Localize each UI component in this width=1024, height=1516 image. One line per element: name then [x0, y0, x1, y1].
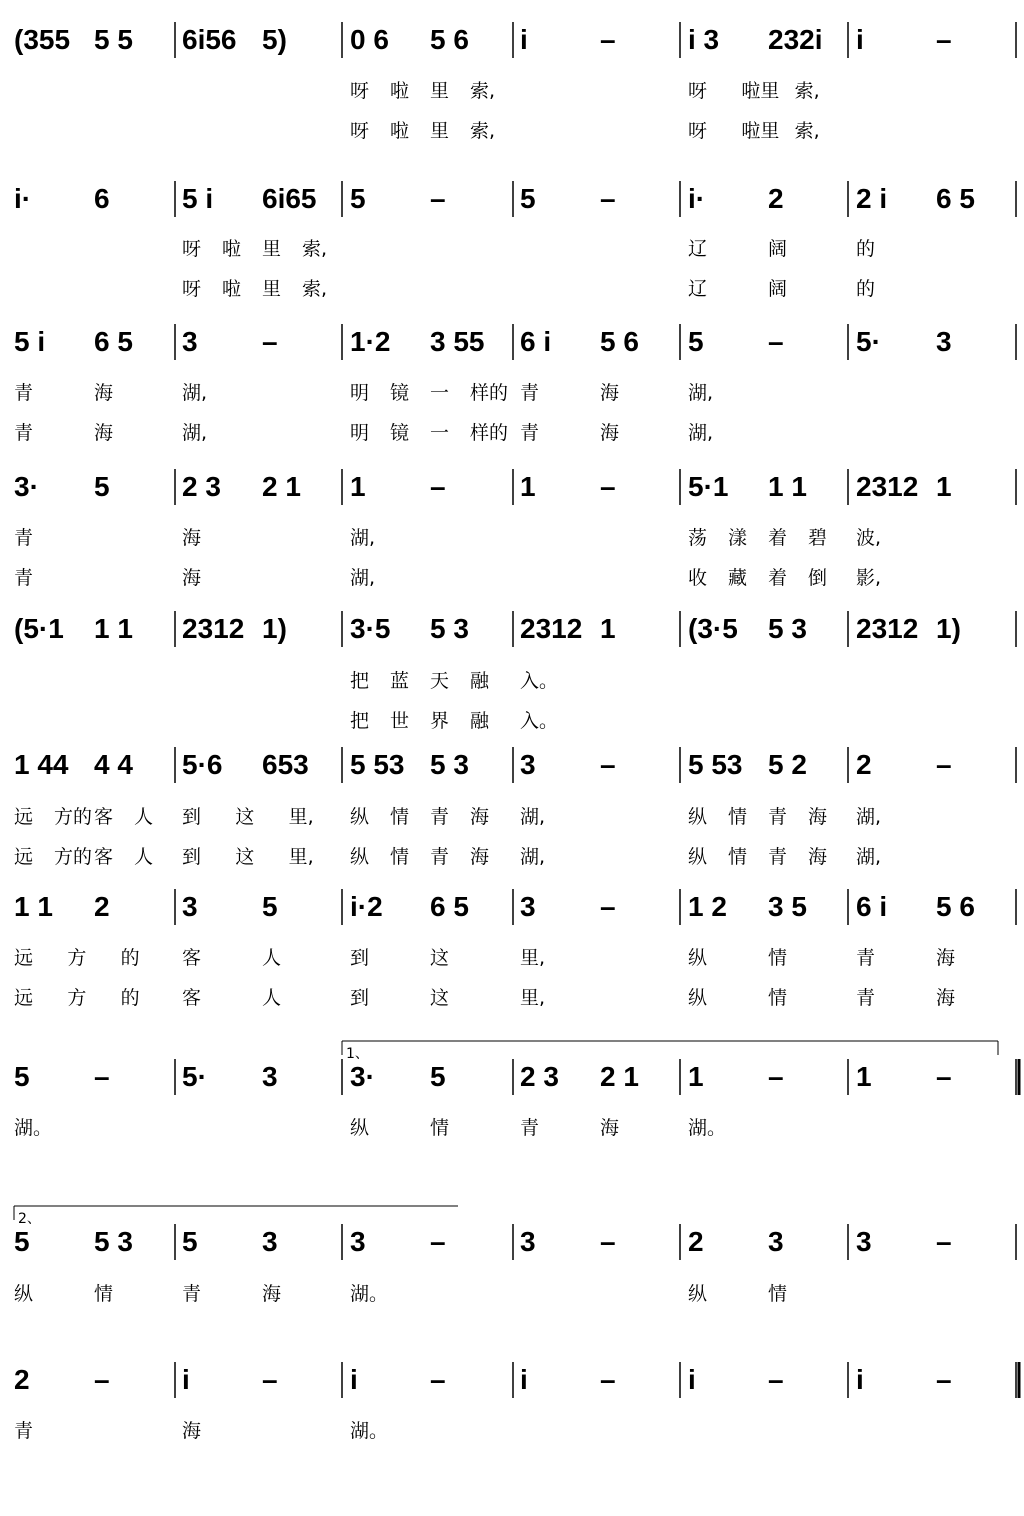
note-group: – — [430, 471, 446, 502]
note-group: 6 5 — [936, 183, 975, 214]
lyric-syllable: 世 — [390, 710, 410, 732]
lyric-syllable: 客 — [182, 947, 202, 969]
note-group: 5 — [262, 891, 278, 922]
lyric-syllable: 湖, — [350, 567, 376, 589]
lyric-syllable: 啦里 — [741, 80, 780, 102]
lyric-syllable: 湖, — [182, 422, 208, 444]
lyric-syllable: 呀 — [688, 120, 708, 142]
lyric-syllable: 镜 — [390, 382, 410, 404]
lyric-syllable: 到 — [182, 846, 202, 868]
note-group: 5· — [856, 326, 881, 357]
note-group: 4 4 — [94, 749, 133, 780]
note-group: 1) — [936, 613, 961, 644]
note-group: 2312 — [856, 613, 919, 644]
lyric-syllable: 融 — [470, 710, 490, 732]
lyric-syllable: 情 — [430, 1117, 450, 1139]
note-group: (355 — [14, 24, 71, 55]
note-group: 6i56 — [182, 24, 237, 55]
note-group: – — [600, 471, 616, 502]
note-group: i — [520, 24, 528, 55]
lyric-syllable: 青 — [14, 527, 34, 549]
note-group: 5 i — [14, 326, 46, 357]
note-group: 1 1 — [14, 891, 53, 922]
note-group: i — [182, 1364, 190, 1395]
lyric-syllable: 藏 — [728, 567, 748, 589]
note-group: – — [262, 326, 278, 357]
note-group: – — [600, 24, 616, 55]
lyric-syllable: 里, — [288, 806, 314, 828]
lyric-syllable: 索, — [470, 120, 496, 142]
lyric-syllable: 人 — [134, 806, 154, 828]
note-group: 2 i — [856, 183, 888, 214]
note-group: – — [768, 326, 784, 357]
note-group: 5 5 — [94, 24, 133, 55]
note-group: – — [94, 1364, 110, 1395]
note-group: – — [600, 891, 616, 922]
note-group: 2312 — [182, 613, 245, 644]
lyric-syllable: 的 — [120, 987, 140, 1009]
lyric-syllable: 入。 — [520, 710, 559, 732]
note-group: 1 — [936, 471, 952, 502]
lyric-syllable: 呀 — [182, 278, 202, 300]
lyric-syllable: 青 — [430, 806, 450, 828]
lyric-syllable: 海 — [262, 1283, 282, 1305]
lyric-syllable: 海 — [94, 422, 114, 444]
note-group: 5 53 — [688, 749, 743, 780]
note-group: – — [768, 1061, 784, 1092]
lyric-syllable: 客 — [94, 846, 114, 868]
lyric-syllable: 索, — [470, 80, 496, 102]
note-group: – — [262, 1364, 278, 1395]
note-group: 5 — [688, 326, 704, 357]
lyric-syllable: 明 — [350, 422, 370, 444]
note-group: – — [936, 749, 952, 780]
lyric-syllable: 情 — [390, 846, 410, 868]
lyric-syllable: 青 — [768, 806, 788, 828]
lyric-syllable: 情 — [768, 987, 788, 1009]
lyric-syllable: 一 — [430, 382, 450, 404]
note-group: 1 1 — [768, 471, 807, 502]
lyric-syllable: 碧 — [808, 527, 828, 549]
note-group: 232i — [768, 24, 823, 55]
lyric-syllable: 海 — [600, 422, 620, 444]
lyric-syllable: 湖。 — [688, 1117, 727, 1139]
lyric-syllable: 纵 — [688, 987, 708, 1009]
lyric-syllable: 入。 — [520, 670, 559, 692]
note-group: 1) — [262, 613, 287, 644]
note-group: 1 — [856, 1061, 872, 1092]
lyric-syllable: 纵 — [14, 1283, 34, 1305]
note-group: i 3 — [688, 24, 720, 55]
lyric-syllable: 人 — [262, 987, 282, 1009]
lyric-syllable: 湖, — [688, 422, 714, 444]
note-group: 3 5 — [768, 891, 807, 922]
note-group: 5 3 — [430, 613, 469, 644]
note-group: 2 — [14, 1364, 30, 1395]
lyric-syllable: 索, — [794, 120, 820, 142]
lyric-syllable: 的 — [120, 947, 140, 969]
note-group: 3· — [350, 1061, 375, 1092]
lyric-syllable: 青 — [14, 1420, 34, 1442]
note-group: – — [936, 1364, 952, 1395]
lyric-syllable: 啦 — [222, 238, 242, 260]
note-group: 1 2 — [688, 891, 727, 922]
lyric-syllable: 啦 — [390, 80, 410, 102]
lyric-syllable: 青 — [520, 1117, 540, 1139]
lyric-syllable: 青 — [14, 382, 34, 404]
lyric-syllable: 方 — [67, 987, 87, 1009]
lyric-syllable: 人 — [262, 947, 282, 969]
lyric-syllable: 湖, — [856, 846, 882, 868]
lyric-syllable: 海 — [936, 947, 956, 969]
lyric-syllable: 情 — [390, 806, 410, 828]
lyric-syllable: 的 — [856, 238, 876, 260]
lyric-syllable: 荡 — [688, 527, 708, 549]
lyric-syllable: 远 — [14, 806, 34, 828]
note-group: 5 53 — [350, 749, 405, 780]
note-group: 3·5 — [350, 613, 391, 644]
note-group: – — [600, 183, 616, 214]
lyric-syllable: 着 — [768, 567, 788, 589]
note-group: i — [520, 1364, 528, 1395]
note-group: 1 44 — [14, 749, 69, 780]
lyric-syllable: 湖, — [688, 382, 714, 404]
lyric-syllable: 情 — [768, 947, 788, 969]
lyric-syllable: 收 — [688, 567, 708, 589]
lyric-syllable: 界 — [430, 710, 450, 732]
note-group: 5 3 — [430, 749, 469, 780]
note-group: – — [600, 1364, 616, 1395]
note-group: 3 — [520, 891, 536, 922]
lyric-syllable: 辽 — [688, 278, 708, 300]
volta-number: 2、 — [18, 1211, 41, 1227]
lyric-syllable: 青 — [520, 382, 540, 404]
lyric-syllable: 青 — [430, 846, 450, 868]
note-group: 5 — [520, 183, 536, 214]
note-group: 5 6 — [600, 326, 639, 357]
lyric-syllable: 客 — [182, 987, 202, 1009]
lyric-syllable: 呀 — [350, 80, 370, 102]
note-group: 5 — [430, 1061, 446, 1092]
lyric-syllable: 明 — [350, 382, 370, 404]
lyric-syllable: 海 — [182, 527, 202, 549]
note-group: 5·6 — [182, 749, 223, 780]
lyric-syllable: 到 — [182, 806, 202, 828]
lyric-syllable: 里 — [430, 80, 450, 102]
note-group: 5 — [14, 1061, 30, 1092]
lyric-syllable: 湖。 — [350, 1420, 389, 1442]
note-group: i — [856, 1364, 864, 1395]
note-group: 5 6 — [430, 24, 469, 55]
note-group: – — [430, 1226, 446, 1257]
lyric-syllable: 海 — [808, 806, 828, 828]
lyric-syllable: 海 — [600, 382, 620, 404]
lyric-syllable: 纵 — [688, 846, 708, 868]
lyric-syllable: 海 — [182, 567, 202, 589]
lyric-syllable: 这 — [235, 846, 255, 868]
lyric-syllable: 里 — [262, 278, 282, 300]
note-group: 2 1 — [600, 1061, 639, 1092]
lyric-syllable: 阔 — [768, 278, 788, 300]
lyric-syllable: 里, — [520, 947, 546, 969]
note-group: 3 — [262, 1061, 278, 1092]
lyric-syllable: 漾 — [728, 527, 748, 549]
lyric-syllable: 情 — [728, 806, 748, 828]
note-group: i·2 — [350, 891, 383, 922]
note-group: – — [430, 183, 446, 214]
lyric-syllable: 着 — [768, 527, 788, 549]
note-group: 6 5 — [430, 891, 469, 922]
lyric-syllable: 海 — [808, 846, 828, 868]
note-group: 2 — [856, 749, 872, 780]
note-group: 3 — [768, 1226, 784, 1257]
note-group: 5 6 — [936, 891, 975, 922]
note-group: i — [688, 1364, 696, 1395]
lyric-syllable: 纵 — [688, 806, 708, 828]
lyric-syllable: 蓝 — [390, 670, 410, 692]
note-group: – — [430, 1364, 446, 1395]
note-group: 1 — [350, 471, 366, 502]
lyric-syllable: 镜 — [390, 422, 410, 444]
note-group: – — [936, 1226, 952, 1257]
lyric-syllable: 融 — [470, 670, 490, 692]
note-group: i· — [688, 183, 706, 214]
lyric-syllable: 方 — [67, 947, 87, 969]
note-group: 1·2 — [350, 326, 391, 357]
note-group: 5 — [350, 183, 366, 214]
note-group: 2312 — [856, 471, 919, 502]
lyric-syllable: 青 — [14, 567, 34, 589]
note-group: 3 — [182, 891, 198, 922]
lyric-syllable: 纵 — [350, 806, 370, 828]
note-group: 2 — [768, 183, 784, 214]
lyric-syllable: 的 — [856, 278, 876, 300]
lyric-syllable: 啦 — [222, 278, 242, 300]
note-group: 2 3 — [520, 1061, 559, 1092]
lyric-syllable: 海 — [936, 987, 956, 1009]
lyric-syllable: 里, — [288, 846, 314, 868]
note-group: i· — [14, 183, 32, 214]
note-group: i — [856, 24, 864, 55]
note-group: 5 — [94, 471, 110, 502]
note-group: 5 i — [182, 183, 214, 214]
lyric-syllable: 青 — [14, 422, 34, 444]
lyric-syllable: 青 — [768, 846, 788, 868]
note-group: 1 — [688, 1061, 704, 1092]
lyric-syllable: 纵 — [688, 947, 708, 969]
lyric-syllable: 方的 — [54, 806, 93, 828]
lyric-syllable: 纵 — [350, 846, 370, 868]
lyric-syllable: 青 — [182, 1283, 202, 1305]
note-group: 2 1 — [262, 471, 301, 502]
lyric-syllable: 湖, — [856, 806, 882, 828]
lyric-syllable: 这 — [235, 806, 255, 828]
note-group: 3· — [14, 471, 39, 502]
note-group: 3 55 — [430, 326, 485, 357]
note-group: 5 2 — [768, 749, 807, 780]
lyric-syllable: 呀 — [350, 120, 370, 142]
note-group: 5) — [262, 24, 287, 55]
lyric-syllable: 天 — [430, 670, 450, 692]
lyric-syllable: 情 — [768, 1283, 788, 1305]
note-group: (5·1 — [14, 613, 64, 644]
note-group: – — [94, 1061, 110, 1092]
lyric-syllable: 湖, — [350, 527, 376, 549]
note-group: 653 — [262, 749, 309, 780]
lyric-syllable: 海 — [470, 846, 490, 868]
note-group: – — [936, 1061, 952, 1092]
lyric-syllable: 青 — [520, 422, 540, 444]
lyric-syllable: 青 — [856, 947, 876, 969]
note-group: 5 — [14, 1226, 30, 1257]
lyric-syllable: 远 — [14, 846, 34, 868]
lyric-syllable: 索, — [302, 238, 328, 260]
note-group: 2312 — [520, 613, 583, 644]
lyric-syllable: 海 — [470, 806, 490, 828]
lyric-syllable: 纵 — [350, 1117, 370, 1139]
lyric-syllable: 把 — [350, 710, 370, 732]
lyric-syllable: 情 — [94, 1283, 114, 1305]
lyric-syllable: 青 — [856, 987, 876, 1009]
lyric-syllable: 阔 — [768, 238, 788, 260]
note-group: 0 6 — [350, 24, 389, 55]
lyric-syllable: 湖, — [520, 846, 546, 868]
lyric-syllable: 这 — [430, 987, 450, 1009]
lyric-syllable: 远 — [14, 947, 34, 969]
note-group: 1 — [520, 471, 536, 502]
note-group: 5 3 — [94, 1226, 133, 1257]
lyric-syllable: 里, — [520, 987, 546, 1009]
note-group: 6i65 — [262, 183, 317, 214]
note-group: 1 1 — [94, 613, 133, 644]
lyric-syllable: 到 — [350, 947, 370, 969]
lyric-syllable: 方的 — [54, 846, 93, 868]
note-group: – — [768, 1364, 784, 1395]
note-group: 2 — [688, 1226, 704, 1257]
note-group: 6 i — [856, 891, 888, 922]
note-group: i — [350, 1364, 358, 1395]
lyric-syllable: 影, — [856, 567, 882, 589]
lyric-syllable: 这 — [430, 947, 450, 969]
note-group: 2 3 — [182, 471, 221, 502]
lyric-syllable: 把 — [350, 670, 370, 692]
note-group: 2 — [94, 891, 110, 922]
lyric-syllable: 一 — [430, 422, 450, 444]
note-group: – — [600, 1226, 616, 1257]
lyric-syllable: 呀 — [688, 80, 708, 102]
note-group: 3 — [520, 749, 536, 780]
lyric-syllable: 样的 — [470, 422, 509, 444]
note-group: 6 i — [520, 326, 552, 357]
lyric-syllable: 远 — [14, 987, 34, 1009]
lyric-syllable: 湖。 — [14, 1117, 53, 1139]
lyric-syllable: 里 — [262, 238, 282, 260]
note-group: 3 — [350, 1226, 366, 1257]
lyric-syllable: 呀 — [182, 238, 202, 260]
note-group: 6 5 — [94, 326, 133, 357]
note-group: 3 — [856, 1226, 872, 1257]
lyric-syllable: 里 — [430, 120, 450, 142]
note-group: 3 — [520, 1226, 536, 1257]
note-group: (3·5 — [688, 613, 738, 644]
lyric-syllable: 湖, — [182, 382, 208, 404]
lyric-syllable: 索, — [794, 80, 820, 102]
note-group: – — [936, 24, 952, 55]
note-group: 3 — [182, 326, 198, 357]
note-group: 3 — [262, 1226, 278, 1257]
lyric-syllable: 情 — [728, 846, 748, 868]
lyric-syllable: 波, — [856, 527, 882, 549]
note-group: – — [600, 749, 616, 780]
note-group: 1 — [600, 613, 616, 644]
lyric-syllable: 湖, — [520, 806, 546, 828]
lyric-syllable: 客 — [94, 806, 114, 828]
note-group: 5·1 — [688, 471, 729, 502]
lyric-syllable: 纵 — [688, 1283, 708, 1305]
lyric-syllable: 样的 — [470, 382, 509, 404]
lyric-syllable: 海 — [94, 382, 114, 404]
lyric-syllable: 索, — [302, 278, 328, 300]
volta-number: 1、 — [346, 1046, 369, 1062]
note-group: 5 — [182, 1226, 198, 1257]
lyric-syllable: 湖。 — [350, 1283, 389, 1305]
lyric-syllable: 啦 — [390, 120, 410, 142]
note-group: 5· — [182, 1061, 207, 1092]
lyric-syllable: 人 — [134, 846, 154, 868]
lyric-syllable: 海 — [600, 1117, 620, 1139]
lyric-syllable: 啦里 — [741, 120, 780, 142]
note-group: 5 3 — [768, 613, 807, 644]
lyric-syllable: 到 — [350, 987, 370, 1009]
lyric-syllable: 海 — [182, 1420, 202, 1442]
note-group: 3 — [936, 326, 952, 357]
note-group: 6 — [94, 183, 110, 214]
lyric-syllable: 辽 — [688, 238, 708, 260]
lyric-syllable: 倒 — [808, 567, 828, 589]
